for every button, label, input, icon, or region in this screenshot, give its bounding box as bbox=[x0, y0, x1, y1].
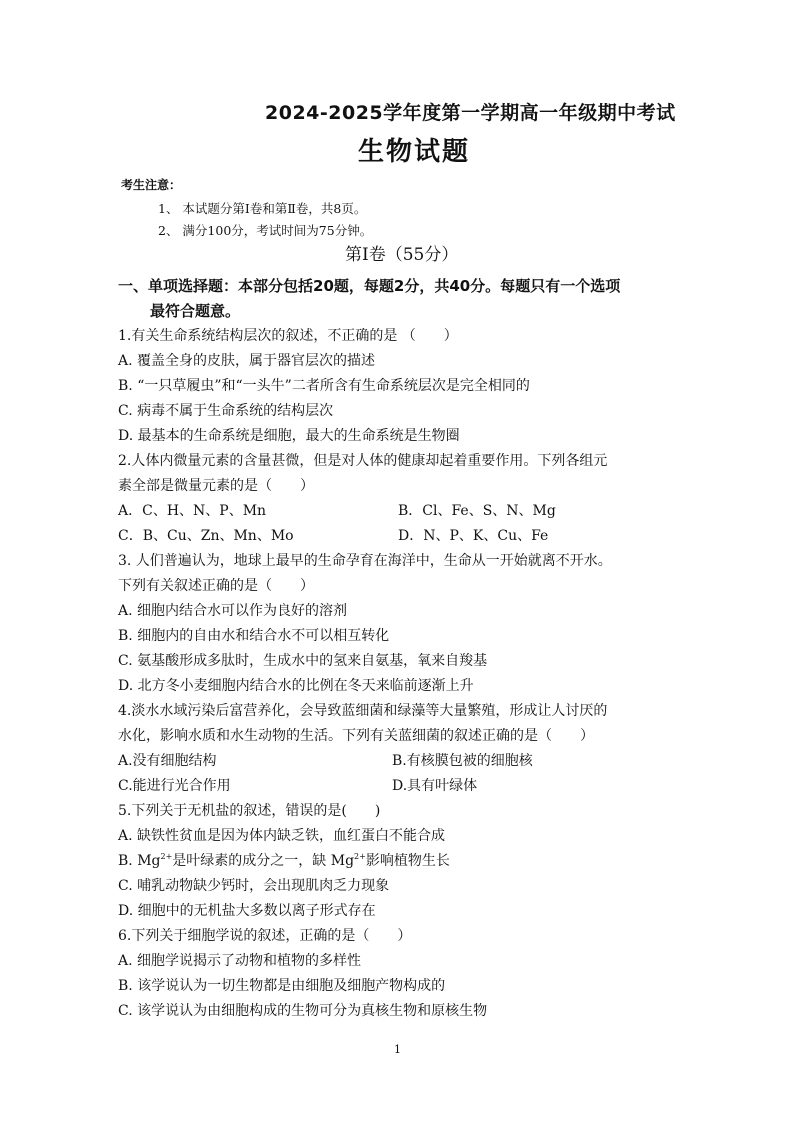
q3-option-a: A. 细胞内结合水可以作为良好的溶剂 bbox=[118, 603, 348, 619]
q1-option-c: C. 病毒不属于生命系统的结构层次 bbox=[118, 403, 334, 419]
part-one-title: 第Ⅰ卷（55分） bbox=[345, 245, 459, 265]
q3-stem: 3. 人们普遍认为，地球上最早的生命孕育在海洋中，生命从一开始就离不开水。 bbox=[118, 553, 612, 569]
section-heading-cont: 最符合题意。 bbox=[150, 302, 241, 320]
q4-stem: 4.淡水水域污染后富营养化，会导致蓝细菌和绿藻等大量繁殖，形成让人讨厌的 bbox=[118, 703, 608, 719]
q3-option-d: D. 北方冬小麦细胞内结合水的比例在冬天来临前逐渐上升 bbox=[118, 678, 474, 694]
q5-option-c: C. 哺乳动物缺少钙时，会出现肌肉乏力现象 bbox=[118, 878, 390, 894]
exam-title: 2024-2025学年度第一学期高一年级期中考试 bbox=[265, 102, 676, 124]
q2-stem: 2.人体内微量元素的含量甚微，但是对人体的健康却起着重要作用。下列各组元 bbox=[118, 453, 608, 469]
notice-item: 1、 本试题分第Ⅰ卷和第Ⅱ卷，共8页。 bbox=[158, 201, 367, 216]
q5-option-b bbox=[118, 850, 450, 870]
notice-heading: 考生注意： bbox=[121, 178, 182, 192]
q2-stem-cont: 素全部是微量元素的是（ ） bbox=[118, 478, 314, 494]
q4-option-b: B.有核膜包被的细胞核 bbox=[392, 753, 533, 769]
q1-option-b: B. “一只草履虫”和“一头牛”二者所含有生命系统层次是完全相同的 bbox=[118, 378, 530, 394]
q6-option-c: C. 该学说认为由细胞构成的生物可分为真核生物和原核生物 bbox=[118, 1003, 488, 1019]
page-number: 1 bbox=[394, 1043, 401, 1056]
q2-option-b: B．Cl、Fe、S、N、Mg bbox=[398, 503, 556, 519]
q4-option-a: A.没有细胞结构 bbox=[118, 753, 217, 769]
q4-option-c: C.能进行光合作用 bbox=[118, 778, 231, 794]
q3-option-b: B. 细胞内的自由水和结合水不可以相互转化 bbox=[118, 628, 390, 644]
q6-option-b: B. 该学说认为一切生物都是由细胞及细胞产物构成的 bbox=[118, 978, 446, 994]
q4-option-d: D.具有叶绿体 bbox=[392, 778, 478, 794]
q3-stem-cont: 下列有关叙述正确的是（ ） bbox=[118, 578, 314, 594]
q5-b-text: 是叶绿素的成分之一，缺 Mg bbox=[172, 853, 355, 869]
subject-title: 生物试题 bbox=[358, 137, 471, 167]
q2-option-d: D．N、P、K、Cu、Fe bbox=[398, 528, 549, 544]
notice-item: 2、 满分100分，考试时间为75分钟。 bbox=[158, 223, 373, 238]
q1-option-a: A. 覆盖全身的皮肤，属于器官层次的描述 bbox=[118, 353, 376, 369]
q2-option-a: A．C、H、N、P、Mn bbox=[118, 503, 267, 519]
q3-option-c: C. 氨基酸形成多肽时，生成水中的氢来自氨基，氧来自羧基 bbox=[118, 653, 488, 669]
q5-stem: 5.下列关于无机盐的叙述，错误的是( ) bbox=[118, 803, 381, 819]
q5-b-text: B. Mg bbox=[118, 853, 161, 869]
q6-stem: 6.下列关于细胞学说的叙述，正确的是（ ） bbox=[118, 928, 412, 944]
q1-option-d: D. 最基本的生命系统是细胞，最大的生命系统是生物圈 bbox=[118, 428, 460, 444]
q5-option-a: A. 缺铁性贫血是因为体内缺乏铁，血红蛋白不能合成 bbox=[118, 828, 446, 844]
q5-b-text: 影响植物生长 bbox=[365, 853, 450, 869]
section-heading: 一、单项选择题：本部分包括20题，每题2分，共40分。每题只有一个选项 bbox=[118, 277, 621, 295]
q2-option-c: C．B、Cu、Zn、Mn、Mo bbox=[118, 528, 294, 544]
q5-option-d: D. 细胞中的无机盐大多数以离子形式存在 bbox=[118, 903, 376, 919]
q1-stem: 1.有关生命系统结构层次的叙述，不正确的是 （ ） bbox=[118, 328, 458, 344]
q6-option-a: A. 细胞学说揭示了动物和植物的多样性 bbox=[118, 953, 362, 969]
superscript: 2+ bbox=[354, 852, 366, 861]
q4-stem-cont: 水化，影响水质和水生动物的生活。下列有关蓝细菌的叙述正确的是（ ） bbox=[118, 728, 594, 744]
superscript: 2+ bbox=[160, 852, 173, 861]
